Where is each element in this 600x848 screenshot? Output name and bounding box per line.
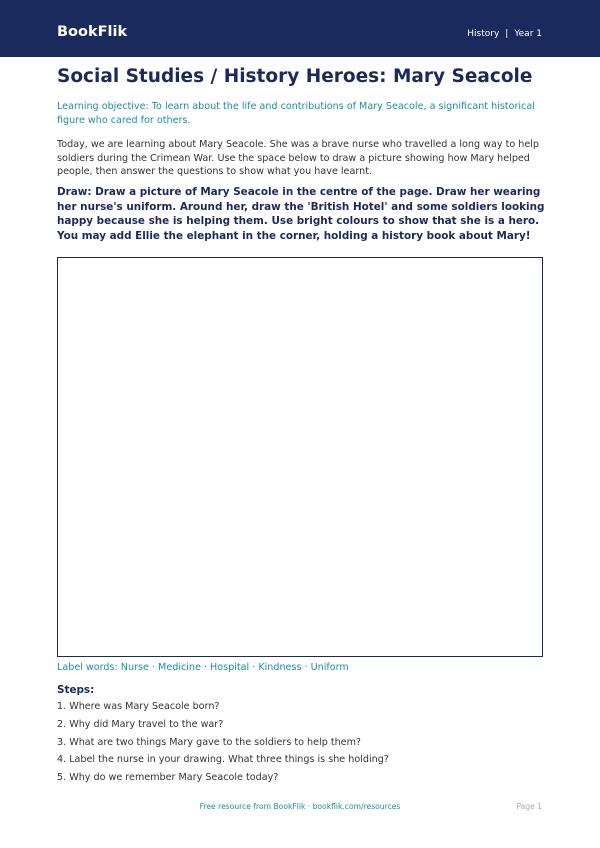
header-bar (0, 0, 600, 57)
draw-instruction: Draw: Draw a picture of Mary Seacole in the centre of the page. Draw her wearing her nurse's uniform. Around her, draw the 'British Hotel' and some soldiers looking happy because she is helping them. Use bright colours to show that she is a hero. You may add Ellie the elephant in the corner, holding a history book about Mary! (57, 186, 545, 242)
drawing-area[interactable] (57, 257, 543, 657)
learning-objective: Learning objective: To learn about the life and contributions of Mary Seacole, a significant historical figure who cared for others. (57, 101, 535, 126)
label-words: Label words: Nurse · Medicine · Hospital · Kindness · Uniform (57, 662, 349, 673)
page-number: Page 1 (516, 802, 542, 811)
footer-credit[interactable]: Free resource from BookFlik · bookflik.com/resources (199, 802, 401, 811)
steps-heading: Steps: (57, 684, 95, 696)
step-item: 4. Label the nurse in your drawing. What three things is she holding? (57, 754, 389, 766)
year-label: Year 1 (514, 29, 542, 39)
page-title: Social Studies / History Heroes: Mary Seacole (57, 66, 533, 87)
step-item: 3. What are two things Mary gave to the soldiers to help them? (57, 736, 362, 748)
intro-paragraph: Today, we are learning about Mary Seacole. She was a brave nurse who travelled a long way to help soldiers during the Crimean War. Use the space below to draw a picture showing how Mary helped people, then answer the questions to show what you have learnt. (57, 139, 539, 177)
header-meta (467, 28, 542, 40)
header-separator: | (505, 29, 509, 39)
step-item: 1. Where was Mary Seacole born? (57, 701, 220, 712)
steps-list (57, 701, 389, 790)
subject-label: History (467, 29, 500, 39)
step-item: 2. Why did Mary travel to the war? (57, 718, 224, 730)
step-item: 5. Why do we remember Mary Seacole today? (57, 772, 279, 784)
brand-logo[interactable]: BookFlik (57, 24, 128, 40)
